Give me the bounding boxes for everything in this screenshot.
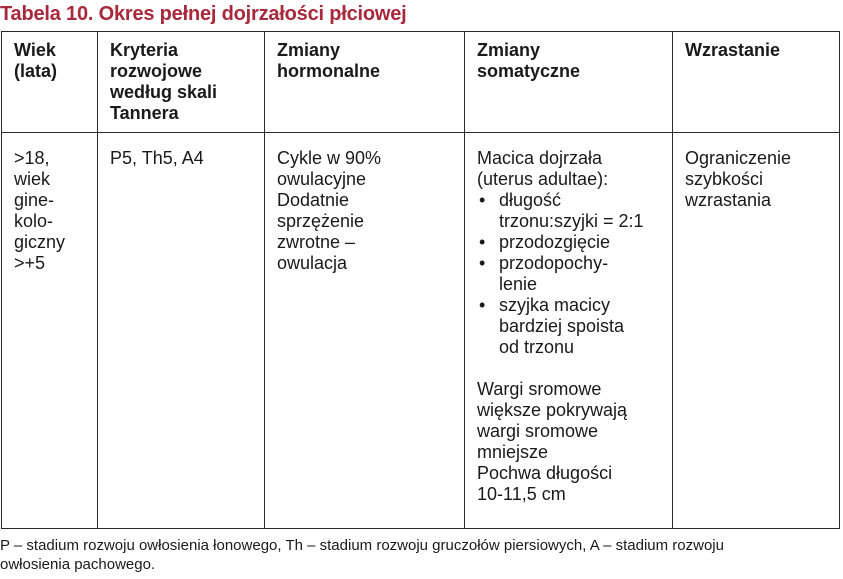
header-row xyxy=(2,32,840,133)
text-line: mniejsze xyxy=(477,442,549,462)
text-line: owłosienia pachowego. xyxy=(0,556,156,573)
text-line: >+5 xyxy=(14,253,46,273)
text-line: P – stadium rozwoju owłosienia łonowego, Th – stadium rozwoju gruczołów piersiowych, A – stadium rozwoju xyxy=(0,537,724,554)
cell-age xyxy=(2,133,98,529)
cell-somatic xyxy=(465,133,673,529)
text-line: zwrotne – xyxy=(277,232,356,252)
list-item xyxy=(477,190,662,232)
text-line: • długość xyxy=(499,190,562,210)
maturity-table xyxy=(1,31,840,529)
footnote xyxy=(0,536,843,574)
text-line: Dodatnie xyxy=(277,190,350,210)
text-line: Zmiany xyxy=(277,40,341,60)
table-row xyxy=(2,133,840,529)
text-line: bardziej spoista xyxy=(499,316,625,336)
text-line: Pochwa długości xyxy=(477,463,613,483)
somatic-intro xyxy=(477,148,662,190)
text-line: hormonalne xyxy=(277,61,381,81)
header-age xyxy=(2,32,98,133)
somatic-outro xyxy=(477,379,662,505)
text-line: Zmiany xyxy=(477,40,541,60)
text-line: • przodozgięcie xyxy=(499,232,611,252)
spacer xyxy=(477,358,662,379)
text-line: gine- xyxy=(14,190,55,210)
text-line: >18, xyxy=(14,148,50,168)
text-line: • przodopochy- xyxy=(499,253,609,273)
text-line: owulacyjne xyxy=(277,169,367,189)
text-line: wargi sromowe xyxy=(477,421,599,441)
text-line: szybkości xyxy=(685,169,764,189)
text-line: owulacja xyxy=(277,253,348,273)
table-title: Tabela 10. Okres pełnej dojrzałości płciowej xyxy=(0,3,407,25)
cell-growth xyxy=(673,133,840,529)
list-item xyxy=(477,295,662,358)
header-tanner-criteria xyxy=(98,32,265,133)
text-line: (lata) xyxy=(14,61,58,81)
header-hormonal-changes xyxy=(265,32,465,133)
text-line: trzonu:szyjki = 2:1 xyxy=(499,211,644,231)
text-line: Macica dojrzała xyxy=(477,148,603,168)
text-line: somatyczne xyxy=(477,61,581,81)
header-somatic-changes xyxy=(465,32,673,133)
text-line: sprzężenie xyxy=(277,211,365,231)
list-item xyxy=(477,232,662,253)
list-item xyxy=(477,253,662,295)
cell-hormonal xyxy=(265,133,465,529)
text-line: Ograniczenie xyxy=(685,148,792,168)
text-line: wzrastania xyxy=(685,190,772,210)
text-line: giczny xyxy=(14,232,66,252)
cell-tanner xyxy=(98,133,265,529)
text-line: • szyjka macicy xyxy=(499,295,611,315)
text-line: lenie xyxy=(499,274,538,294)
text-line: Wargi sromowe xyxy=(477,379,602,399)
text-line: 10-11,5 cm xyxy=(477,484,566,504)
text-line: Wzrastanie xyxy=(685,40,781,60)
text-line: rozwojowe xyxy=(110,61,203,81)
text-line: (uterus adultae): xyxy=(477,169,609,189)
somatic-bullet-list xyxy=(477,190,662,358)
text-line: Tannera xyxy=(110,103,179,123)
text-line: wiek xyxy=(14,169,51,189)
text-line: Kryteria xyxy=(110,40,179,60)
text-line: Wiek xyxy=(14,40,56,60)
text-line: od trzonu xyxy=(499,337,575,357)
text-line: Cykle w 90% xyxy=(277,148,382,168)
header-growth xyxy=(673,32,840,133)
text-line: według skali xyxy=(110,82,218,102)
text-line: większe pokrywają xyxy=(477,400,628,420)
text-line: P5, Th5, A4 xyxy=(110,148,204,168)
text-line: kolo- xyxy=(14,211,54,231)
